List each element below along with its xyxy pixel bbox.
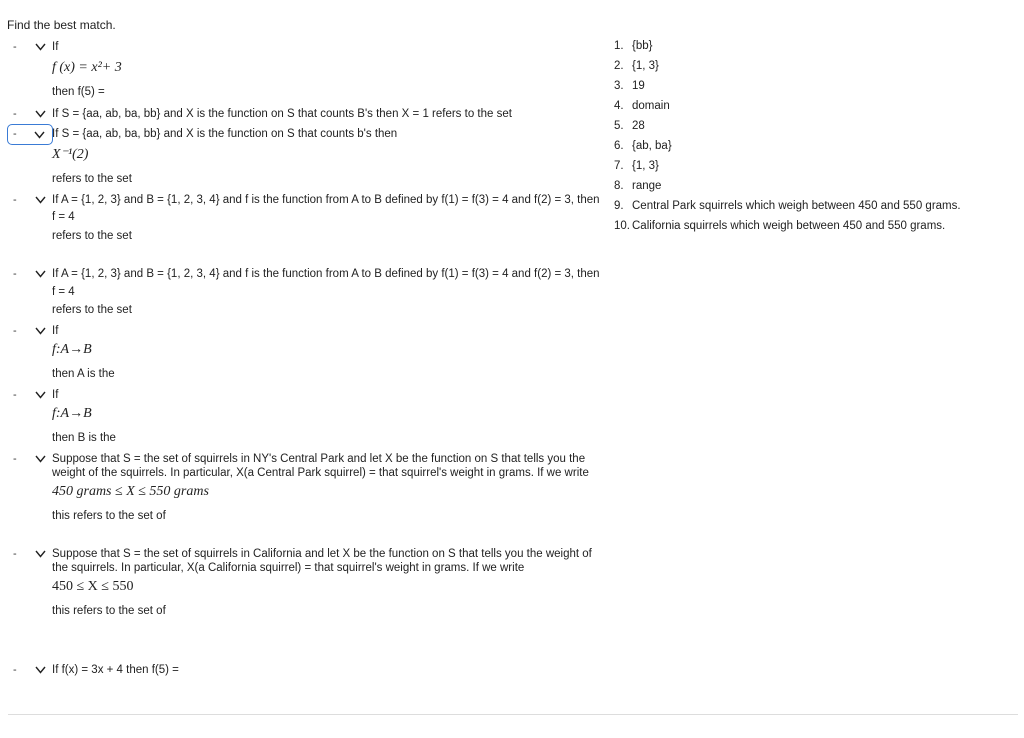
- select-value: -: [13, 548, 17, 560]
- option-number: 9.: [614, 200, 624, 212]
- question-text: this refers to the set of: [52, 510, 166, 522]
- answer-select-8[interactable]: [8, 452, 54, 469]
- chevron-down-icon: [35, 43, 46, 51]
- question-text: Suppose that S = the set of squirrels in California and let X be the function on S that tells you the weight of: [52, 548, 592, 560]
- question-text: Suppose that S = the set of squirrels in NY's Central Park and let X be the function on S that tells you the: [52, 453, 586, 465]
- option-number: 2.: [614, 60, 624, 72]
- chevron-down-icon: [35, 455, 46, 463]
- answer-select-6[interactable]: [8, 324, 54, 341]
- option-number: 10.: [614, 220, 630, 232]
- option-number: 5.: [614, 120, 624, 132]
- question-text: this refers to the set of: [52, 605, 166, 617]
- option-text: range: [632, 180, 662, 192]
- question-math: 450 ≤ X ≤ 550: [52, 579, 134, 594]
- question-text: If: [52, 389, 59, 401]
- question-math: 450 grams ≤ X ≤ 550 grams: [52, 484, 209, 499]
- divider: [8, 714, 1018, 715]
- answer-select-5[interactable]: [8, 267, 54, 284]
- option-text: 28: [632, 120, 645, 132]
- question-text: If: [52, 41, 59, 53]
- option-text: domain: [632, 100, 670, 112]
- answer-select-2[interactable]: [8, 107, 54, 124]
- question-text: f = 4: [52, 211, 75, 223]
- question-math: f:A→B: [52, 342, 92, 357]
- question-text: refers to the set: [52, 230, 132, 242]
- option-text: California squirrels which weigh between 450 and 550 grams.: [632, 220, 946, 232]
- question-text: then B is the: [52, 432, 116, 444]
- option-number: 7.: [614, 160, 624, 172]
- option-text: {bb}: [632, 40, 653, 52]
- select-value: -: [13, 41, 17, 53]
- select-value: -: [13, 128, 17, 140]
- answer-select-1[interactable]: [8, 40, 54, 57]
- question-text: f = 4: [52, 286, 75, 298]
- answer-select-10[interactable]: [8, 663, 54, 680]
- question-text: If A = {1, 2, 3} and B = {1, 2, 3, 4} and f is the function from A to B defined by f(1) = f(3) = 4 and f(2) = 3, then: [52, 194, 600, 206]
- option-text: {1, 3}: [632, 60, 659, 72]
- question-text: If: [52, 325, 59, 337]
- select-value: -: [13, 194, 17, 206]
- question-text: If f(x) = 3x + 4 then f(5) =: [52, 664, 179, 676]
- chevron-down-icon: [35, 196, 46, 204]
- select-value: -: [13, 453, 17, 465]
- question-text: then A is the: [52, 368, 115, 380]
- question-math: f (x) = x²+ 3: [52, 60, 122, 75]
- chevron-down-icon: [35, 391, 46, 399]
- question-text: If S = {aa, ab, ba, bb} and X is the function on S that counts b's then: [52, 128, 398, 140]
- question-text: weight of the squirrels. In particular, X(a Central Park squirrel) = that squirrel's weight in grams. If we write: [52, 467, 589, 479]
- chevron-down-icon: [35, 550, 46, 558]
- question-math: f:A→B: [52, 406, 92, 421]
- question-text: the squirrels. In particular, X(a California squirrel) = that squirrel's weight in grams. If we write: [52, 562, 525, 574]
- chevron-down-icon: [34, 131, 45, 139]
- question-text: then f(5) =: [52, 86, 105, 98]
- answer-select-7[interactable]: [8, 388, 54, 405]
- option-number: 8.: [614, 180, 624, 192]
- question-text: refers to the set: [52, 304, 132, 316]
- page-title: Find the best match.: [7, 18, 116, 32]
- answer-select-9[interactable]: [8, 547, 54, 564]
- option-text: {ab, ba}: [632, 140, 672, 152]
- option-text: Central Park squirrels which weigh between 450 and 550 grams.: [632, 200, 961, 212]
- answer-select-3[interactable]: [7, 124, 53, 145]
- question-text: refers to the set: [52, 173, 132, 185]
- chevron-down-icon: [35, 110, 46, 118]
- select-value: -: [13, 325, 17, 337]
- option-number: 3.: [614, 80, 624, 92]
- select-value: -: [13, 664, 17, 676]
- option-text: 19: [632, 80, 645, 92]
- question-math: X⁻¹(2): [52, 147, 89, 162]
- option-number: 4.: [614, 100, 624, 112]
- option-text: {1, 3}: [632, 160, 659, 172]
- chevron-down-icon: [35, 327, 46, 335]
- question-text: If S = {aa, ab, ba, bb} and X is the function on S that counts B's then X = 1 refers to the set: [52, 108, 512, 120]
- select-value: -: [13, 108, 17, 120]
- select-value: -: [13, 389, 17, 401]
- option-number: 1.: [614, 40, 624, 52]
- chevron-down-icon: [35, 270, 46, 278]
- question-text: If A = {1, 2, 3} and B = {1, 2, 3, 4} and f is the function from A to B defined by f(1) = f(3) = 4 and f(2) = 3, then: [52, 268, 600, 280]
- answer-select-4[interactable]: [8, 193, 54, 210]
- select-value: -: [13, 268, 17, 280]
- option-number: 6.: [614, 140, 624, 152]
- chevron-down-icon: [35, 666, 46, 674]
